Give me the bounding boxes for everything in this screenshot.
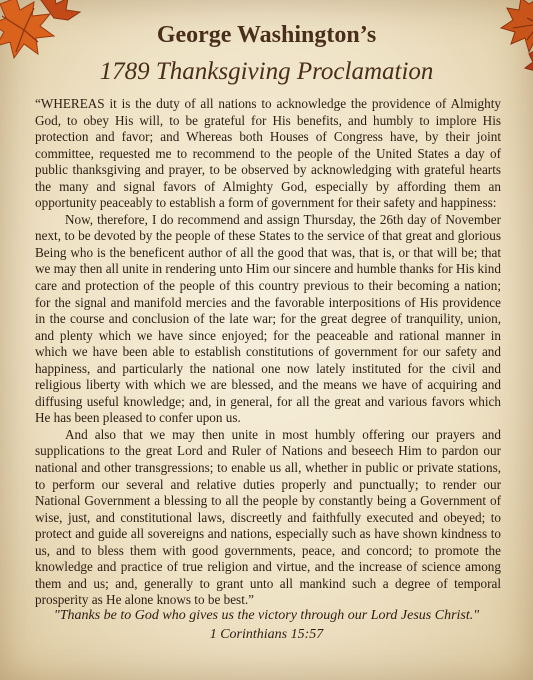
proclamation-text bbox=[35, 96, 501, 609]
bible-verse bbox=[0, 606, 533, 644]
page-subtitle: 1789 Thanksgiving Proclamation bbox=[99, 58, 434, 85]
proclamation-paragraph: Now, therefore, I do recommend and assign Thursday, the 26th day of November next, to be devoted by the people of these States to the service of that great and glorious Being who is the beneficent author of all the good that was, that is, or that will be; that we may then all unite in rendering unto Him our sincere and humble thanks for His kind care and protection of the people of this country previous to their becoming a nation; for the signal and manifold mercies and the favorable interpositions of His providence in the course and conclusion of the late war; for the great degree of tranquility, union, and plenty which we have since enjoyed; for the peaceable and rational manner in which we have been able to establish constitutions of government for our safety and happiness, and particularly the national one now lately instituted for the civil and religious liberty with which we are blessed, and the means we have of acquiring and diffusing useful knowledge; and, in general, for all the great and various favors which He has been pleased to confer upon us. bbox=[35, 211, 501, 426]
proclamation-paragraph bbox=[35, 96, 501, 212]
paragraph-text: it is the duty of all nations to acknowledge the providence of Almighty God, to obey His will, to be grateful for His benefits, and humbly to implore His protection and favor; and Whereas both Houses of Congress have, by their joint committee, requested me to recommend to the people of the United States a day of public thanksgiving and prayer, to be observed by acknowledging with grateful hearts the many and signal favors of Almighty God, especially by affording them an opportunity peaceably to establish a form of government for their safety and happiness: bbox=[35, 96, 501, 211]
verse-reference: 1 Corinthians 15:57 bbox=[209, 627, 324, 642]
proclamation-paragraph: And also that we may then unite in most humbly offering our prayers and supplications to the great Lord and Ruler of Nations and beseech Him to pardon our national and other transgressions; to enable us all, whether in public or private stations, to perform our several and relative duties properly and punctually; to render our National Government a blessing to all the people by constantly being a Government of wise, just, and constitutional laws, discreetly and faithfully executed and obeyed; to protect and guide all sovereigns and nations, especially such as have shown kindness to us, and to bless them with good governments, peace, and concord; to promote the knowledge and practice of true religion and virtue, and the increase of science among them and us; and, generally to grant unto all mankind such a degree of temporal prosperity as He alone knows to be best.” bbox=[35, 426, 501, 608]
opening-initial: “W bbox=[35, 96, 54, 111]
verse-quote: "Thanks be to God who gives us the victory through our Lord Jesus Christ." bbox=[53, 608, 480, 623]
opening-smallcaps: HEREAS bbox=[53, 96, 105, 111]
page-title: George Washington’s bbox=[156, 22, 377, 48]
